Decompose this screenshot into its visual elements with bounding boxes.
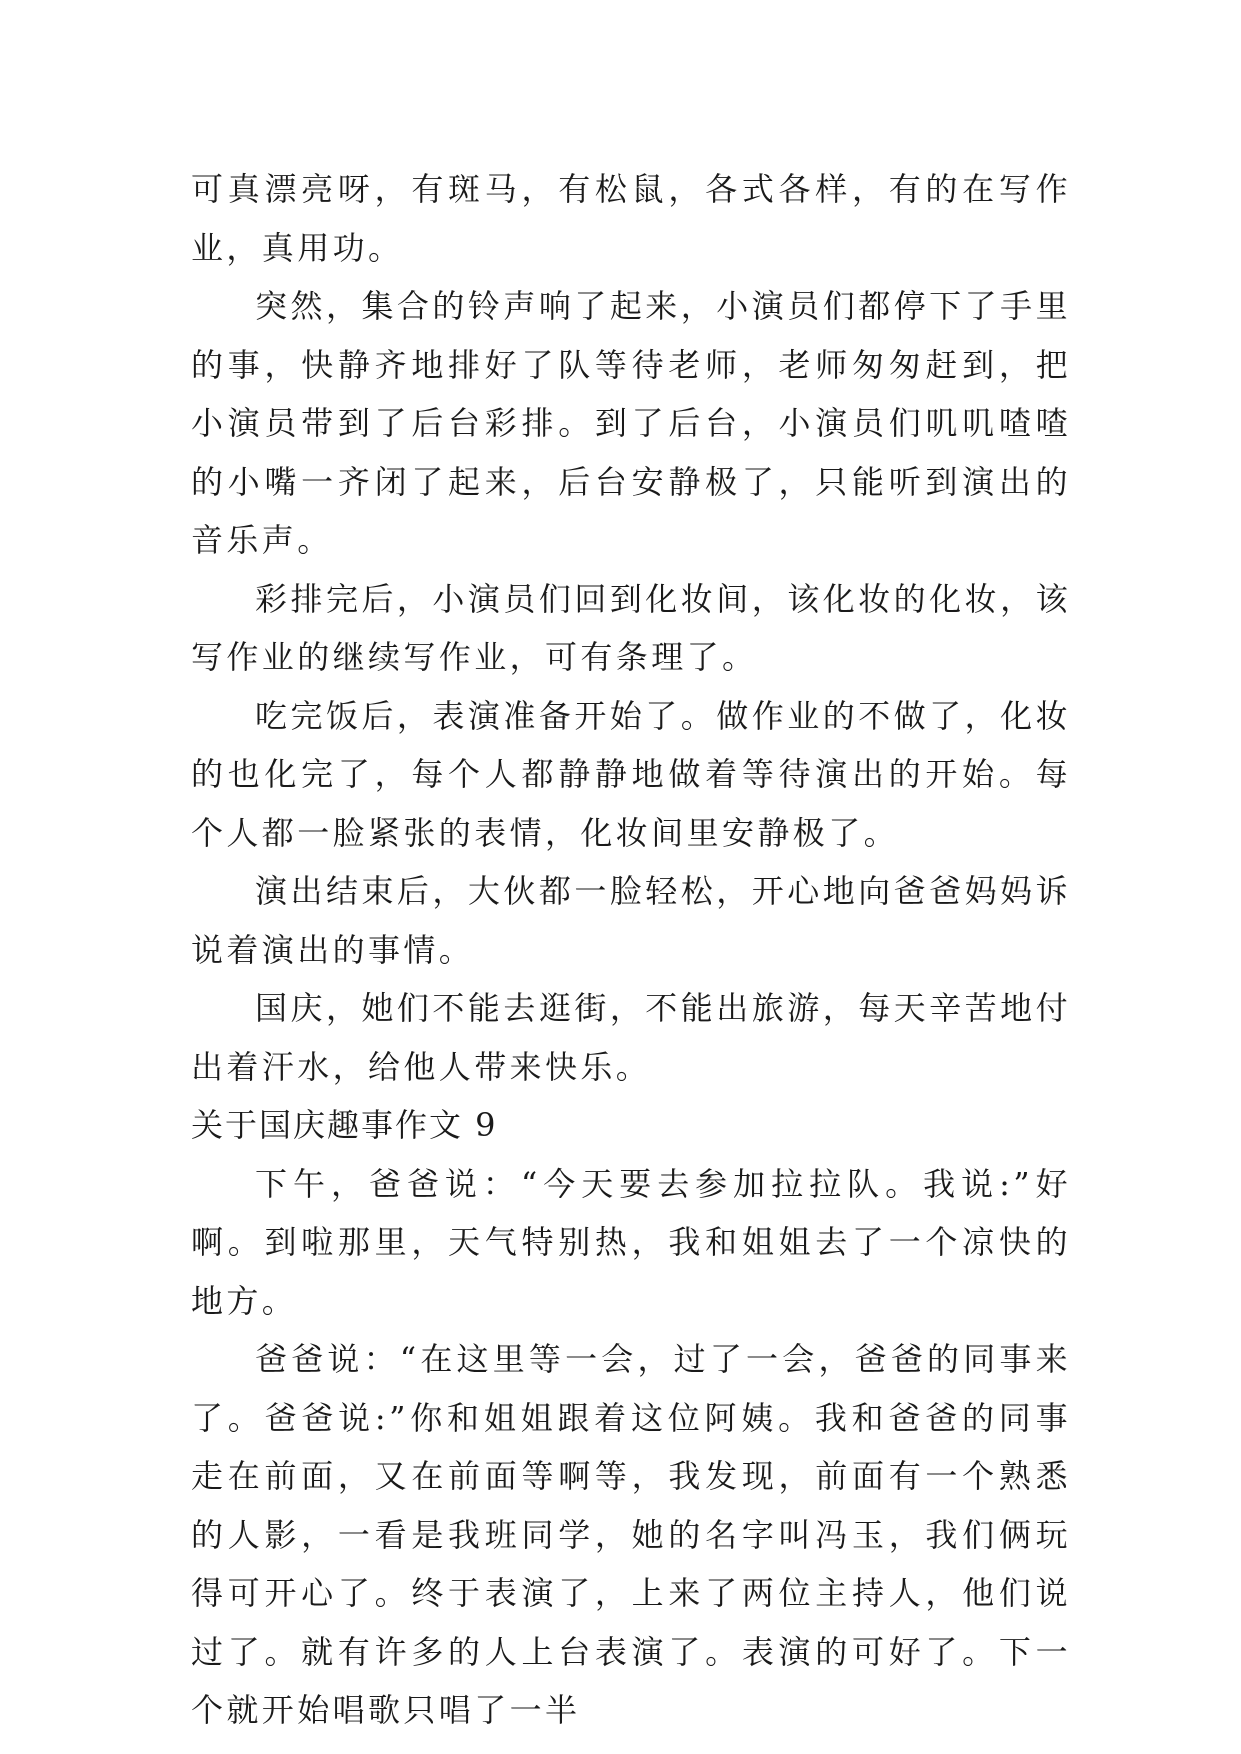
paragraph: 国庆，她们不能去逛街，不能出旅游，每天辛苦地付出着汗水，给他人带来快乐。 — [191, 989, 1071, 1086]
section-heading: 关于国庆趣事作文 9 — [191, 1106, 498, 1144]
document-body — [191, 160, 1071, 1740]
paragraph: 吃完饭后，表演准备开始了。做作业的不做了，化妆的也化完了，每个人都静静地做着等待演出的开始。每个人都一脸紧张的表情，化妆间里安静极了。 — [191, 696, 1071, 852]
paragraph: 下午，爸爸说：“今天要去参加拉拉队。我说:”好啊。到啦那里，天气特别热，我和姐姐去了一个凉快的地方。 — [191, 1164, 1071, 1320]
paragraph: 突然，集合的铃声响了起来，小演员们都停下了手里的事，快静齐地排好了队等待老师，老师匆匆赶到，把小演员带到了后台彩排。到了后台，小演员们叽叽喳喳的小嘴一齐闭了起来，后台安静极了，只能听到演出的音乐声。 — [191, 287, 1071, 559]
paragraph: 彩排完后，小演员们回到化妆间，该化妆的化妆，该写作业的继续写作业，可有条理了。 — [191, 579, 1071, 676]
paragraph: 爸爸说：“在这里等一会，过了一会，爸爸的同事来了。爸爸说:”你和姐姐跟着这位阿姨。我和爸爸的同事走在前面，又在前面等啊等，我发现，前面有一个熟悉的人影，一看是我班同学，她的名字叫冯玉，我们俩玩得可开心了。终于表演了，上来了两位主持人，他们说过了。就有许多的人上台表演了。表演的可好了。下一个就开始唱歌只唱了一半 — [191, 1340, 1071, 1729]
paragraph: 可真漂亮呀，有斑马，有松鼠，各式各样，有的在写作业，真用功。 — [191, 170, 1071, 267]
paragraph: 演出结束后，大伙都一脸轻松，开心地向爸爸妈妈诉说着演出的事情。 — [191, 872, 1071, 969]
